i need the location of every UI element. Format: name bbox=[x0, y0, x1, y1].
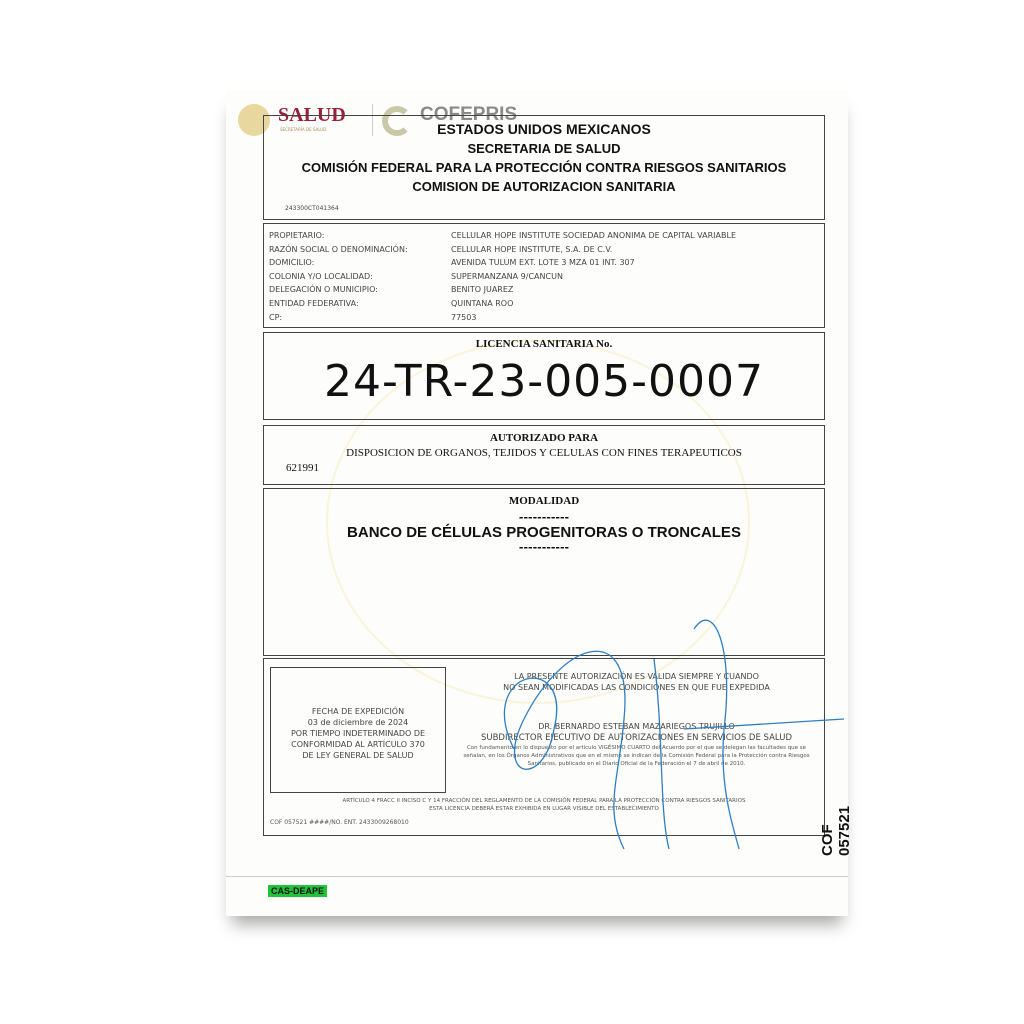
footer-divider bbox=[226, 876, 848, 877]
exhibit-note: ESTA LICENCIA DEBERÁ ESTAR EXHIBIDA EN LUGAR VISIBLE DEL ESTABLECIMIENTO bbox=[429, 806, 659, 812]
info-row bbox=[269, 229, 824, 243]
legal-basis: Con fundamento en lo dispuesto por el artículo VIGÉSIMO CUARTO del Acuerdo por el que se delegan las facultades que se señalan, en los Órganos Administrativos que en el mismo se indican de la Comisión Federal para la Protección contra Riesgos Sanitarios, publicado en el Diario Oficial de la Federación el 7 de abril de 2010. bbox=[463, 745, 810, 767]
info-row bbox=[269, 283, 824, 297]
info-value: QUINTANA ROO bbox=[451, 298, 514, 308]
info-value: SUPERMANZANA 9/CANCUN bbox=[451, 271, 563, 281]
authorized-for-box bbox=[263, 425, 825, 485]
validity-line: LA PRESENTE AUTORIZACIÓN ES VALIDA SIEMPRE Y CUANDO bbox=[514, 672, 759, 681]
establishment-info-box bbox=[263, 223, 825, 328]
authorized-text: DISPOSICION DE ORGANOS, TEJIDOS Y CELULAS CON FINES TERAPEUTICOS bbox=[346, 447, 742, 459]
issue-date-box bbox=[270, 667, 446, 793]
info-row bbox=[269, 297, 824, 311]
signer-name: DR. BERNARDO ESTEBAN MAZARIEGOS TRUJILLO bbox=[538, 722, 735, 731]
license-number-box bbox=[263, 332, 825, 420]
license-number: 24-TR-23-005-0007 bbox=[323, 356, 765, 407]
cas-deape-badge: CAS-DEAPE bbox=[268, 885, 327, 897]
info-row bbox=[269, 311, 824, 325]
reference-number: COF 057521 ####/NO. ENT. 2433009268010 bbox=[270, 819, 409, 826]
issue-validity: POR TIEMPO INDETERMINADO DE bbox=[290, 729, 426, 738]
modality-text: BANCO DE CÉLULAS PROGENITORAS O TRONCALES bbox=[347, 524, 741, 541]
issue-validity: DE LEY GENERAL DE SALUD bbox=[302, 751, 414, 760]
info-row bbox=[269, 256, 824, 270]
info-row bbox=[269, 270, 824, 284]
validity-line: NO SEAN MODIFICADAS LAS CONDICIONES EN QUE FUE EXPEDIDA bbox=[503, 683, 770, 692]
info-label: RAZÓN SOCIAL O DENOMINACIÓN: bbox=[269, 244, 408, 254]
info-label: DELEGACIÓN O MUNICIPIO: bbox=[269, 285, 378, 295]
modality-dashes-bottom: ----------- bbox=[518, 541, 570, 554]
cofepris-logo: COFEPRIS bbox=[420, 104, 518, 125]
info-value: 77503 bbox=[451, 312, 477, 322]
info-value: CELLULAR HOPE INSTITUTE SOCIEDAD ANONIMA DE CAPITAL VARIABLE bbox=[451, 231, 737, 240]
issue-label: FECHA DE EXPEDICIÓN bbox=[311, 707, 405, 716]
info-row bbox=[269, 243, 824, 257]
info-value: BENITO JUAREZ bbox=[451, 285, 514, 295]
header-box bbox=[263, 115, 825, 220]
activity-code: 621991 bbox=[286, 462, 319, 474]
modality-title: MODALIDAD bbox=[508, 495, 580, 507]
serial-number: COF 057521 bbox=[819, 805, 853, 856]
salud-subtitle: SECRETARÍA DE SALUD bbox=[280, 127, 327, 132]
commission-title: COMISIÓN FEDERAL PARA LA PROTECCIÓN CONTRA RIESGOS SANITARIOS bbox=[301, 160, 787, 175]
salud-logo: SALUD bbox=[278, 104, 346, 126]
info-value: AVENIDA TULUM EXT. LOTE 3 MZA 01 INT. 307 bbox=[451, 258, 635, 268]
handwritten-signature bbox=[454, 609, 854, 869]
authorized-title: AUTORIZADO PARA bbox=[489, 432, 599, 444]
info-label: COLONIA Y/O LOCALIDAD: bbox=[269, 271, 373, 281]
issue-validity: CONFORMIDAD AL ARTÍCULO 370 bbox=[291, 740, 425, 749]
modality-dashes-top: ----------- bbox=[518, 511, 570, 524]
signer-title: SUBDIRECTOR EJECUTIVO DE AUTORIZACIONES EN SERVICIOS DE SALUD bbox=[480, 733, 792, 743]
info-value: CELLULAR HOPE INSTITUTE, S.A. DE C.V. bbox=[451, 244, 613, 254]
license-document bbox=[226, 90, 853, 916]
info-label: ENTIDAD FEDERATIVA: bbox=[269, 298, 359, 308]
article-note: ARTÍCULO 4 FRACC II INCISO C Y 14 FRACCIÓN DEL REGLAMENTO DE LA COMISIÓN FEDERAL PARA LA PROTECCIÓN CONTRA RIESGOS SANITARIOS bbox=[342, 798, 746, 804]
info-label: PROPIETARIO: bbox=[269, 231, 325, 240]
issue-date: 03 de diciembre de 2024 bbox=[307, 718, 409, 727]
license-title: LICENCIA SANITARIA No. bbox=[475, 338, 613, 350]
signature-box bbox=[263, 658, 825, 836]
department-title: COMISION DE AUTORIZACION SANITARIA bbox=[412, 179, 676, 194]
info-list bbox=[269, 229, 824, 324]
country-title: ESTADOS UNIDOS MEXICANOS bbox=[437, 121, 651, 137]
document-code: 243300CT041364 bbox=[285, 205, 339, 212]
info-label: CP: bbox=[269, 312, 283, 322]
info-label: DOMICILIO: bbox=[269, 258, 315, 268]
ministry-title: SECRETARIA DE SALUD bbox=[467, 141, 621, 156]
